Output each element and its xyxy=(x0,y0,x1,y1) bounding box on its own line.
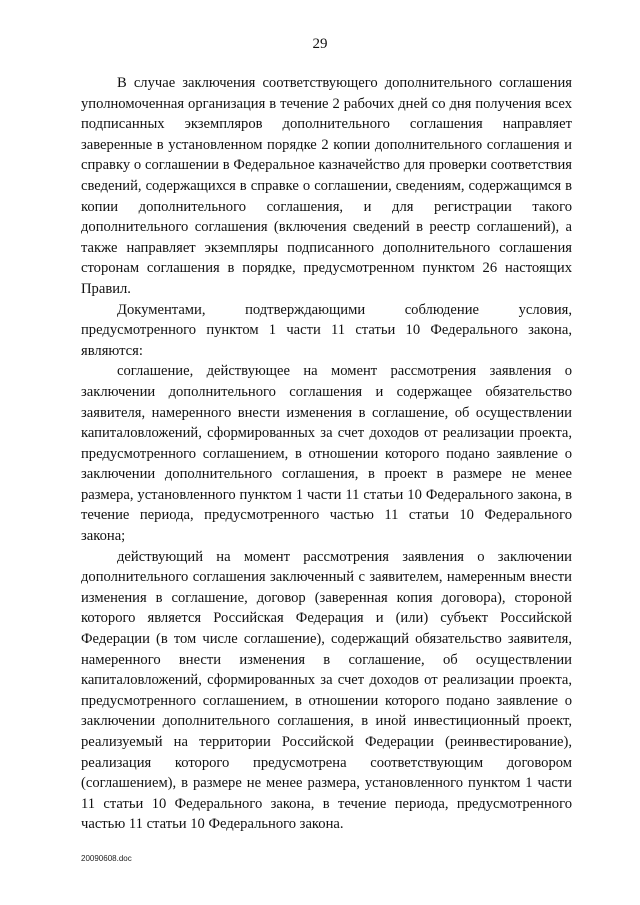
paragraph-contract-item: действующий на момент рассмотрения заявления о заключении дополнительного соглашения заключенный с заявителем, намеренным внести изменения в соглашение, договор (заверенная копия договора), стороной которого является Российская Федерация и (или) субъект Российской Федерации (в том числе соглашение), содержащий обязательство заявителя, намеренного внести изменения в соглашение, об осуществлении капиталовложений, сформированных за счет доходов от реализации проекта, предусмотренного соглашением, в отношении которого подано заявление о заключении дополнительного соглашения, в иной инвестиционный проект, реализуемый на территории Российской Федерации (реинвестирование), реализация которого предусмотрена соответствующим договором (соглашением), в размере не менее размера, установленного пунктом 1 части 11 статьи 10 Федерального закона, в течение периода, предусмотренного частью 11 статьи 10 Федерального закона. xyxy=(81,548,572,833)
paragraph-documents-intro: Документами, подтверждающими соблюдение условия, предусмотренного пунктом 1 части 11 статьи 10 Федерального закона, являются: xyxy=(81,301,572,359)
paragraph-additional-agreement: В случае заключения соответствующего дополнительного соглашения уполномоченная организация в течение 2 рабочих дней со дня получения всех подписанных экземпляров дополнительного соглашения направляет заверенные в установленном порядке 2 копии дополнительного соглашения и справку о соглашении в Федеральное казначейство для проверки соответствия сведений, содержащихся в справке о соглашении, сведениям, содержащимся в копии дополнительного соглашения, и для регистрации такого дополнительного соглашения (включения сведений в реестр соглашений), а также направляет экземпляры подписанного дополнительного соглашения сторонам соглашения в порядке, предусмотренном пунктом 26 настоящих Правил. xyxy=(81,75,572,297)
page-number: 29 xyxy=(312,36,328,52)
file-name-footer: 20090608.doc xyxy=(81,854,132,863)
paragraph-agreement-item: соглашение, действующее на момент рассмотрения заявления о заключении дополнительного соглашения и содержащее обязательство заявителя, намеренного внести изменения в соглашение, об осуществлении капиталовложений, сформированных за счет доходов от реализации проекта, предусмотренного соглашением, в отношении которого подано заявление о заключении дополнительного соглашения, в проект в размере не менее размера, установленного пунктом 1 части 11 статьи 10 Федерального закона, в течение периода, предусмотренного частью 11 статьи 10 Федерального закона; xyxy=(81,363,572,545)
document-body xyxy=(81,73,572,835)
